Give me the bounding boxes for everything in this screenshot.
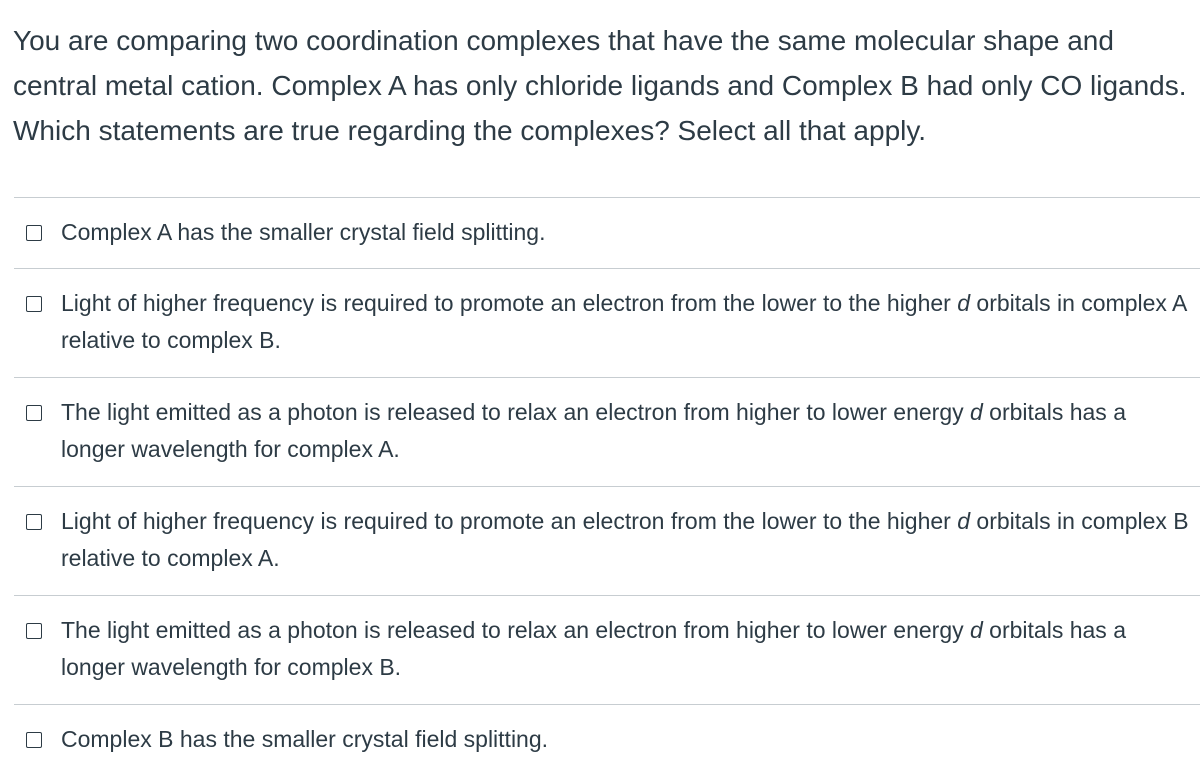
answer-option-6[interactable] <box>14 704 1200 779</box>
answer-label[interactable]: The light emitted as a photon is released to relax an electron from higher to lower energy d orbitals has a longer wavelength for complex A. <box>61 399 1126 462</box>
answer-checkbox[interactable] <box>26 225 42 241</box>
answer-checkbox[interactable] <box>26 732 42 748</box>
answer-option-2[interactable] <box>14 268 1200 377</box>
answer-checkbox[interactable] <box>26 405 42 421</box>
answer-checkbox[interactable] <box>26 296 42 312</box>
answer-label[interactable]: Complex A has the smaller crystal field splitting. <box>61 219 546 245</box>
question-text: You are comparing two coordination complexes that have the same molecular shape and central metal cation. Complex A has only chloride ligands and Complex B had only CO ligands. Which statements are true regarding the complexes? Select all that apply. <box>13 25 1187 146</box>
answer-checkbox[interactable] <box>26 514 42 530</box>
answer-label[interactable]: Complex B has the smaller crystal field splitting. <box>61 726 549 752</box>
answer-option-1[interactable] <box>14 197 1200 268</box>
answer-list <box>14 197 1200 779</box>
answer-label[interactable]: Light of higher frequency is required to promote an electron from the lower to the higher d orbitals in complex B relative to complex A. <box>61 508 1189 571</box>
answer-label[interactable]: The light emitted as a photon is released to relax an electron from higher to lower energy d orbitals has a longer wavelength for complex B. <box>61 617 1126 680</box>
answer-option-4[interactable] <box>14 486 1200 595</box>
answer-option-3[interactable] <box>14 377 1200 486</box>
answer-checkbox[interactable] <box>26 623 42 639</box>
answer-label[interactable]: Light of higher frequency is required to promote an electron from the lower to the higher d orbitals in complex A relative to complex B. <box>61 290 1187 353</box>
answer-option-5[interactable] <box>14 595 1200 704</box>
